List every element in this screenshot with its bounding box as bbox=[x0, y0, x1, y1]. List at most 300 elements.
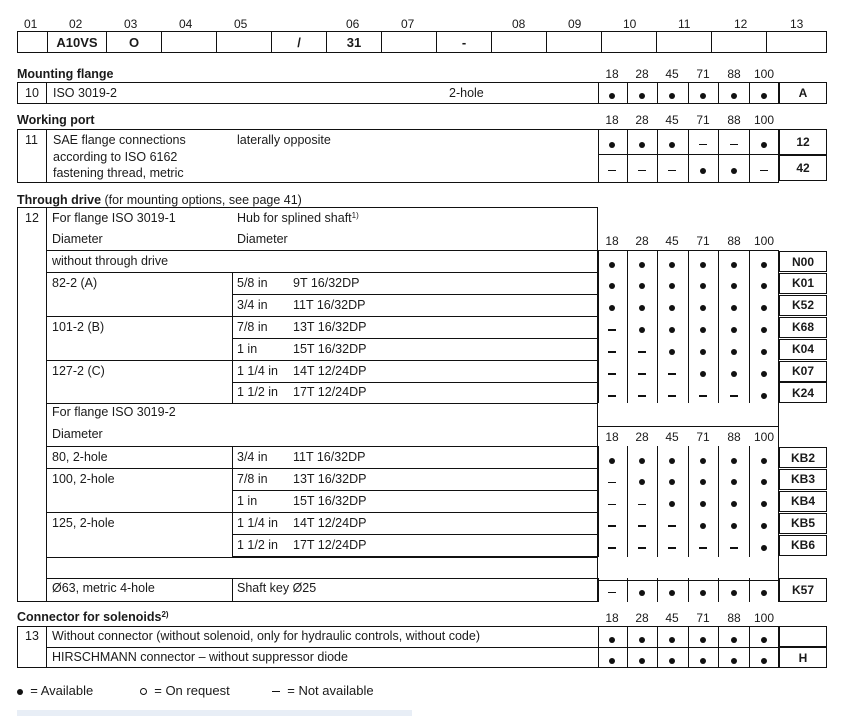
not-available-dash-icon bbox=[660, 163, 684, 176]
flange-size: without through drive bbox=[52, 254, 169, 268]
available-dot-icon bbox=[630, 137, 654, 150]
available-dot-icon bbox=[691, 519, 715, 532]
column-divider bbox=[749, 446, 750, 557]
available-dot-icon bbox=[691, 301, 715, 314]
available-dot-icon bbox=[752, 585, 776, 598]
column-divider bbox=[627, 250, 628, 403]
column-divider bbox=[657, 82, 658, 104]
available-dot-icon bbox=[660, 453, 684, 466]
dot-mark bbox=[761, 523, 767, 529]
available-dot-icon bbox=[722, 88, 746, 101]
dot-mark bbox=[639, 590, 645, 596]
option-number: 13 bbox=[25, 629, 39, 643]
diameter-heading: Diameter bbox=[52, 232, 103, 246]
available-dot-icon bbox=[752, 323, 776, 336]
available-dot-icon bbox=[722, 367, 746, 380]
dot-mark bbox=[669, 501, 675, 507]
available-dot-icon bbox=[722, 323, 746, 336]
available-dot-icon bbox=[691, 653, 715, 666]
row-divider bbox=[232, 490, 598, 491]
column-divider bbox=[232, 272, 233, 403]
size-header: 45 bbox=[665, 234, 679, 248]
available-dot-icon bbox=[722, 453, 746, 466]
column-divider bbox=[718, 578, 719, 602]
dot-mark bbox=[700, 523, 706, 529]
section-title-connector: Connector for solenoids$^{2)}$ bbox=[17, 610, 169, 624]
available-dot-icon bbox=[752, 367, 776, 380]
dash-mark bbox=[638, 504, 646, 506]
not-available-dash-icon bbox=[600, 475, 624, 488]
row-divider bbox=[47, 360, 598, 361]
size-header: 100 bbox=[754, 113, 775, 127]
dot-mark bbox=[609, 637, 615, 643]
dot-mark bbox=[761, 305, 767, 311]
dot-mark bbox=[731, 262, 737, 268]
available-dot-icon bbox=[691, 163, 715, 176]
through-drive-group2-heading: For flange ISO 3019-2 bbox=[52, 405, 176, 419]
column-divider bbox=[718, 82, 719, 104]
available-dot-icon bbox=[630, 632, 654, 645]
column-divider bbox=[657, 446, 658, 557]
available-dot-icon bbox=[660, 137, 684, 150]
dash-mark bbox=[699, 547, 707, 549]
option-description: ISO 3019-2 bbox=[53, 86, 117, 100]
not-available-dash-icon bbox=[691, 388, 715, 401]
available-dot-icon bbox=[752, 388, 776, 401]
footer-bar bbox=[17, 710, 412, 716]
column-divider bbox=[749, 82, 750, 104]
dot-mark bbox=[731, 637, 737, 643]
column-divider bbox=[688, 129, 689, 183]
dash-mark bbox=[668, 547, 676, 549]
spline-spec: 17T 12/24DP bbox=[293, 385, 367, 400]
available-dot-icon bbox=[752, 541, 776, 554]
dot-mark bbox=[761, 393, 767, 399]
available-dot-icon bbox=[630, 88, 654, 101]
type-code-cell: - bbox=[436, 31, 491, 53]
column-divider bbox=[627, 626, 628, 668]
column-divider bbox=[688, 578, 689, 602]
divider bbox=[46, 207, 47, 602]
flange-size: 127-2 (C) bbox=[52, 363, 105, 378]
spline-spec: 14T 12/24DP bbox=[293, 515, 367, 530]
column-divider bbox=[627, 446, 628, 557]
available-dot-icon bbox=[752, 345, 776, 358]
size-header: 100 bbox=[754, 234, 775, 248]
order-code-box: H bbox=[779, 647, 827, 668]
type-code-cell: 31 bbox=[326, 31, 381, 53]
column-divider bbox=[749, 129, 750, 183]
type-code-cell bbox=[656, 31, 711, 53]
order-code-box: KB2 bbox=[779, 447, 827, 468]
available-dot-icon bbox=[722, 345, 746, 358]
shaft-key-hub: Shaft key Ø25 bbox=[237, 581, 317, 595]
divider bbox=[46, 129, 47, 183]
hub-diameter: 1 in bbox=[237, 493, 258, 508]
dash-mark bbox=[608, 482, 616, 484]
size-header: 100 bbox=[754, 67, 775, 81]
divider bbox=[598, 426, 779, 427]
available-dot-icon bbox=[691, 453, 715, 466]
available-dot-icon bbox=[630, 301, 654, 314]
dot-mark bbox=[761, 545, 767, 551]
position-number: 03 bbox=[124, 17, 138, 31]
column-divider bbox=[688, 82, 689, 104]
dot-mark bbox=[639, 142, 645, 148]
column-divider bbox=[688, 446, 689, 557]
dot-mark bbox=[700, 327, 706, 333]
dot-mark bbox=[700, 168, 706, 174]
available-dot-icon bbox=[630, 279, 654, 292]
available-dot-icon bbox=[660, 323, 684, 336]
hub-diameter: 3/4 in bbox=[237, 450, 268, 464]
dot-mark bbox=[609, 283, 615, 289]
type-code-cell bbox=[491, 31, 546, 53]
dash-mark bbox=[638, 525, 646, 527]
divider bbox=[47, 446, 598, 447]
available-dot-icon bbox=[691, 345, 715, 358]
position-number: 09 bbox=[568, 17, 582, 31]
dot-mark bbox=[700, 658, 706, 664]
size-header: 28 bbox=[635, 611, 649, 625]
type-code-cell: / bbox=[271, 31, 326, 53]
divider bbox=[47, 578, 598, 579]
available-dot-icon bbox=[630, 475, 654, 488]
dot-mark bbox=[669, 327, 675, 333]
dash-mark bbox=[608, 373, 616, 375]
row-divider bbox=[232, 556, 598, 557]
order-code-box bbox=[779, 626, 827, 647]
column-divider bbox=[749, 578, 750, 602]
row-divider bbox=[47, 316, 598, 317]
not-available-dash-icon bbox=[630, 541, 654, 554]
not-available-dash-icon bbox=[660, 367, 684, 380]
dash-mark bbox=[699, 144, 707, 146]
row-divider bbox=[232, 403, 598, 404]
dot-mark bbox=[761, 590, 767, 596]
dot-mark bbox=[669, 349, 675, 355]
option-number: 12 bbox=[25, 211, 39, 225]
not-available-dash-icon bbox=[600, 497, 624, 510]
dash-mark bbox=[668, 395, 676, 397]
row-divider bbox=[232, 382, 598, 383]
not-available-dash-icon bbox=[630, 163, 654, 176]
size-header: 88 bbox=[727, 113, 741, 127]
dot-mark bbox=[761, 349, 767, 355]
dot-mark bbox=[761, 327, 767, 333]
available-dot-icon bbox=[752, 653, 776, 666]
column-divider bbox=[657, 250, 658, 403]
row-divider bbox=[232, 338, 598, 339]
available-dot-icon bbox=[722, 301, 746, 314]
order-code-box: K24 bbox=[779, 382, 827, 403]
available-dot-icon bbox=[722, 497, 746, 510]
column-divider bbox=[598, 82, 599, 104]
position-number: 06 bbox=[346, 17, 360, 31]
available-dot-icon bbox=[600, 632, 624, 645]
column-divider bbox=[232, 578, 233, 602]
available-dot-icon bbox=[630, 453, 654, 466]
dash-mark bbox=[608, 351, 616, 353]
type-code-cell: O bbox=[106, 31, 161, 53]
column-divider bbox=[749, 626, 750, 668]
size-header: 45 bbox=[665, 67, 679, 81]
option-description-line1: SAE flange connections bbox=[53, 133, 186, 147]
dot-mark bbox=[669, 142, 675, 148]
dash-mark bbox=[608, 170, 616, 172]
dot-mark bbox=[609, 142, 615, 148]
available-dot-icon bbox=[691, 323, 715, 336]
dot-mark bbox=[731, 349, 737, 355]
dot-mark bbox=[761, 637, 767, 643]
available-dot-icon bbox=[691, 279, 715, 292]
dash-mark bbox=[638, 547, 646, 549]
dot-mark bbox=[761, 142, 767, 148]
column-divider bbox=[598, 578, 599, 602]
available-dot-icon bbox=[722, 632, 746, 645]
size-header: 100 bbox=[754, 430, 775, 444]
available-dot-icon bbox=[630, 323, 654, 336]
spline-spec: 17T 12/24DP bbox=[293, 537, 367, 552]
available-dot-icon bbox=[752, 279, 776, 292]
column-divider bbox=[232, 446, 233, 557]
available-dot-icon bbox=[722, 653, 746, 666]
order-code-box: N00 bbox=[779, 251, 827, 272]
available-dot-icon bbox=[722, 585, 746, 598]
available-dot-icon bbox=[660, 301, 684, 314]
not-available-dash-icon bbox=[600, 323, 624, 336]
available-dot-icon bbox=[691, 632, 715, 645]
type-code-cell bbox=[601, 31, 656, 53]
size-header: 88 bbox=[727, 611, 741, 625]
dash-mark bbox=[730, 547, 738, 549]
dash-mark bbox=[608, 329, 616, 331]
column-divider bbox=[688, 626, 689, 668]
dot-mark bbox=[669, 262, 675, 268]
type-code-cell bbox=[381, 31, 436, 53]
dot-mark bbox=[700, 262, 706, 268]
order-code-box: K52 bbox=[779, 295, 827, 316]
option-number: 11 bbox=[25, 133, 38, 147]
type-code-cell bbox=[546, 31, 601, 53]
spline-spec: 9T 16/32DP bbox=[293, 275, 360, 290]
available-dot-icon bbox=[660, 632, 684, 645]
available-dot-icon bbox=[752, 137, 776, 150]
type-code-cell bbox=[161, 31, 216, 53]
not-available-dash-icon bbox=[630, 519, 654, 532]
dash-mark bbox=[730, 395, 738, 397]
not-available-dash-icon bbox=[660, 541, 684, 554]
hub-splined-shaft-heading: Hub for splined shaft$^{1)}$ bbox=[237, 211, 359, 225]
shaft-key-flange: Ø63, metric 4-hole bbox=[52, 581, 155, 595]
dot-mark bbox=[669, 637, 675, 643]
order-code-box: K01 bbox=[779, 273, 827, 294]
not-available-dash-icon bbox=[272, 691, 280, 693]
dot-mark bbox=[731, 523, 737, 529]
not-available-dash-icon bbox=[630, 497, 654, 510]
option-variant: laterally opposite bbox=[237, 133, 331, 147]
size-header: 28 bbox=[635, 234, 649, 248]
available-dot-icon bbox=[752, 497, 776, 510]
dot-mark bbox=[669, 458, 675, 464]
size-header: 45 bbox=[665, 430, 679, 444]
not-available-dash-icon bbox=[630, 367, 654, 380]
not-available-dash-icon bbox=[600, 388, 624, 401]
hub-diameter: 1 1/2 in bbox=[237, 537, 279, 552]
order-code-box: K68 bbox=[779, 317, 827, 338]
available-dot-icon bbox=[752, 88, 776, 101]
dot-mark bbox=[731, 371, 737, 377]
size-header: 71 bbox=[696, 113, 710, 127]
dash-mark bbox=[608, 547, 616, 549]
available-dot-icon bbox=[691, 88, 715, 101]
divider bbox=[47, 250, 598, 251]
dot-mark bbox=[669, 283, 675, 289]
dot-mark bbox=[761, 501, 767, 507]
dot-mark bbox=[609, 262, 615, 268]
available-dot-icon bbox=[691, 585, 715, 598]
dot-mark bbox=[609, 305, 615, 311]
not-available-dash-icon bbox=[660, 388, 684, 401]
hub-diameter: 7/8 in bbox=[237, 471, 268, 486]
dot-mark bbox=[639, 637, 645, 643]
dot-mark bbox=[669, 479, 675, 485]
order-code-box: 12 bbox=[779, 129, 827, 155]
dash-mark bbox=[668, 373, 676, 375]
size-header: 88 bbox=[727, 67, 741, 81]
dot-mark bbox=[609, 93, 615, 99]
size-header: 18 bbox=[605, 113, 619, 127]
position-number: 11 bbox=[678, 17, 691, 31]
size-header: 28 bbox=[635, 430, 649, 444]
position-number: 04 bbox=[179, 17, 193, 31]
not-available-dash-icon bbox=[600, 541, 624, 554]
available-dot-icon bbox=[600, 88, 624, 101]
available-dot-icon bbox=[660, 653, 684, 666]
position-number: 08 bbox=[512, 17, 526, 31]
dot-mark bbox=[700, 501, 706, 507]
size-header: 100 bbox=[754, 611, 775, 625]
hub-diameter: 1 1/4 in bbox=[237, 363, 279, 378]
dot-mark bbox=[731, 501, 737, 507]
position-number: 12 bbox=[734, 17, 748, 31]
dash-mark bbox=[668, 170, 676, 172]
available-dot-icon bbox=[660, 345, 684, 358]
dot-mark bbox=[669, 658, 675, 664]
type-code-cell bbox=[17, 31, 47, 53]
column-divider bbox=[749, 250, 750, 403]
flange-size: 82-2 (A) bbox=[52, 275, 98, 290]
column-divider bbox=[627, 82, 628, 104]
spline-spec: 15T 16/32DP bbox=[293, 341, 367, 356]
available-dot-icon bbox=[600, 453, 624, 466]
dot-mark bbox=[700, 479, 706, 485]
hub-diameter: 3/4 in bbox=[237, 297, 268, 312]
available-dot-icon bbox=[660, 257, 684, 270]
spline-spec: 11T 16/32DP bbox=[293, 297, 366, 312]
dot-mark bbox=[700, 590, 706, 596]
not-available-dash-icon bbox=[630, 345, 654, 358]
column-divider bbox=[688, 250, 689, 403]
flange-size: 125, 2-hole bbox=[52, 515, 115, 530]
hub-diameter: 1 in bbox=[237, 341, 258, 356]
dash-mark bbox=[608, 525, 616, 527]
available-dot-icon bbox=[752, 519, 776, 532]
legend-not-available: = Not available bbox=[272, 683, 374, 698]
size-header: 28 bbox=[635, 113, 649, 127]
row-divider bbox=[47, 512, 598, 513]
position-number: 01 bbox=[24, 17, 38, 31]
available-dot-icon bbox=[752, 453, 776, 466]
order-code-box: KB3 bbox=[779, 469, 827, 490]
not-available-dash-icon bbox=[600, 519, 624, 532]
hub-diameter-heading: Diameter bbox=[237, 232, 288, 246]
spline-spec: 11T 16/32DP bbox=[293, 450, 366, 464]
type-code-cell: A10VS bbox=[47, 31, 106, 53]
order-code-box: K04 bbox=[779, 339, 827, 360]
dot-mark bbox=[731, 168, 737, 174]
available-dot-icon bbox=[691, 367, 715, 380]
column-divider bbox=[598, 250, 599, 403]
legend-available: = Available bbox=[17, 683, 93, 698]
column-divider bbox=[598, 446, 599, 557]
dot-mark bbox=[669, 93, 675, 99]
available-dot-icon bbox=[752, 301, 776, 314]
column-divider bbox=[598, 626, 599, 668]
available-dot-icon bbox=[722, 257, 746, 270]
dot-mark bbox=[669, 305, 675, 311]
spline-spec: 15T 16/32DP bbox=[293, 493, 367, 508]
option-description-line2: according to ISO 6162 bbox=[53, 150, 178, 164]
not-available-dash-icon bbox=[630, 388, 654, 401]
column-divider bbox=[718, 626, 719, 668]
dot-mark bbox=[761, 479, 767, 485]
option-description-line3: fastening thread, metric bbox=[53, 166, 184, 180]
flange-size: 80, 2-hole bbox=[52, 450, 108, 464]
row-divider bbox=[232, 294, 598, 295]
size-header: 28 bbox=[635, 67, 649, 81]
not-available-dash-icon bbox=[691, 137, 715, 150]
dot-mark bbox=[731, 658, 737, 664]
available-dot-icon bbox=[630, 257, 654, 270]
dot-mark bbox=[700, 349, 706, 355]
spline-spec: 13T 16/32DP bbox=[293, 319, 367, 334]
available-dot-icon bbox=[722, 279, 746, 292]
available-dot-icon bbox=[752, 257, 776, 270]
hub-diameter: 5/8 in bbox=[237, 275, 268, 290]
diameter-heading-2: Diameter bbox=[52, 427, 103, 441]
dash-mark bbox=[638, 395, 646, 397]
dot-mark bbox=[761, 458, 767, 464]
available-dot-icon bbox=[660, 497, 684, 510]
dash-mark bbox=[638, 170, 646, 172]
hub-diameter: 1 1/4 in bbox=[237, 515, 279, 530]
position-number: 02 bbox=[69, 17, 83, 31]
section-title-mounting-flange: Mounting flange bbox=[17, 67, 114, 81]
dot-mark bbox=[609, 658, 615, 664]
row-divider bbox=[232, 534, 598, 535]
size-header: 18 bbox=[605, 430, 619, 444]
available-dot-icon bbox=[722, 475, 746, 488]
available-dot-icon bbox=[600, 301, 624, 314]
order-code-box: KB5 bbox=[779, 513, 827, 534]
hub-diameter: 7/8 in bbox=[237, 319, 268, 334]
available-dot-icon bbox=[722, 519, 746, 532]
available-dot-icon bbox=[660, 279, 684, 292]
available-dot-icon bbox=[691, 475, 715, 488]
column-divider bbox=[657, 578, 658, 602]
not-available-dash-icon bbox=[752, 163, 776, 176]
